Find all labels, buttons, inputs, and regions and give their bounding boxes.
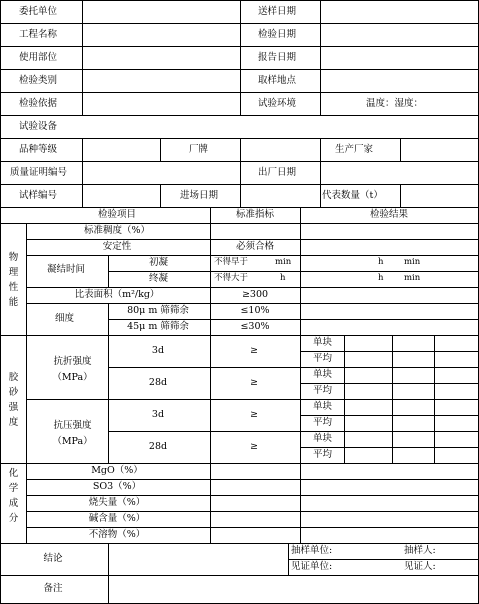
flexural-28d-single-label: 单块 <box>313 369 333 380</box>
brand-label: 厂牌 <box>189 144 209 155</box>
grid-vline <box>240 92 241 116</box>
grid-vline <box>82 69 83 93</box>
final-set-standard: 不得大于 <box>214 273 249 283</box>
col-item-header: 检验项目 <box>97 209 137 220</box>
grid-hline <box>26 287 479 288</box>
grid-vline <box>82 46 83 70</box>
specific-surface-label: 比表面积（m²/kg） <box>74 289 160 300</box>
so3-label: SO3（%） <box>92 481 142 492</box>
compressive-28d-standard: ≥ <box>250 441 258 452</box>
entry-date-label: 进场日期 <box>180 190 219 201</box>
grid-vline <box>108 335 109 464</box>
initial-result-unit-h: h <box>378 257 384 267</box>
physical-properties-label: 物理性能 <box>8 252 19 308</box>
loss-on-ignition-label: 烧失量（%） <box>88 497 146 508</box>
flexural-28d-standard: ≥ <box>250 377 258 388</box>
grid-vline <box>240 184 241 208</box>
sieve-45-label: 45μ m 筛筛余 <box>127 321 189 332</box>
grid-hline <box>26 239 479 240</box>
grid-vline <box>400 138 401 162</box>
grid-vline <box>320 161 321 185</box>
grid-hline <box>288 559 479 560</box>
grid-hline <box>108 367 479 368</box>
final-result-unit-min: min <box>404 273 421 283</box>
flexural-3d-single-label: 单块 <box>313 337 333 348</box>
grid-hline <box>300 415 479 416</box>
grid-vline <box>240 0 241 24</box>
grid-hline <box>300 447 479 448</box>
grid-hline <box>108 319 479 320</box>
compressive-3d-standard: ≥ <box>250 409 258 420</box>
grid-hline <box>26 255 479 256</box>
witness-unit-label: 见证单位: <box>291 561 333 572</box>
compressive-3d-single-label: 单块 <box>313 401 333 412</box>
inspection-date-label: 检验日期 <box>258 29 297 40</box>
initial-set-unit: min <box>275 257 292 267</box>
mortar-strength-label: 胶砂强度 <box>8 372 19 428</box>
flexural-3d-label: 3d <box>151 345 165 356</box>
grid-vline <box>240 46 241 70</box>
grid-vline <box>288 543 289 576</box>
test-equipment-label: 试验设备 <box>19 121 58 132</box>
initial-set-standard: 不得早于 <box>214 257 249 267</box>
project-name-label: 工程名称 <box>19 29 58 40</box>
grid-vline <box>300 207 301 544</box>
grid-vline <box>434 335 435 464</box>
grid-vline <box>320 46 321 70</box>
conclusion-label: 结论 <box>43 553 63 564</box>
grid-vline <box>82 138 83 162</box>
inspection-basis-label: 检验依据 <box>19 98 58 109</box>
chemical-composition-label: 化学成分 <box>8 468 19 524</box>
flexural-3d-standard: ≥ <box>250 345 258 356</box>
compressive-28d-single-label: 单块 <box>313 433 333 444</box>
sample-no-label: 试样编号 <box>19 190 58 201</box>
grid-vline <box>108 303 109 336</box>
grid-vline <box>320 0 321 24</box>
grid-vline <box>82 23 83 47</box>
grid-hline <box>0 575 479 576</box>
grid-vline <box>240 161 241 185</box>
grid-hline <box>0 543 479 544</box>
variety-grade-label: 品种等级 <box>19 144 58 155</box>
grid-hline <box>0 463 479 464</box>
flexural-3d-average-label: 平均 <box>313 353 333 364</box>
grid-vline <box>160 184 161 208</box>
final-set-label: 终凝 <box>149 273 169 284</box>
usage-location-label: 使用部位 <box>19 52 58 63</box>
grid-vline <box>160 138 161 162</box>
factory-date-label: 出厂日期 <box>258 167 297 178</box>
final-result-unit-h: h <box>378 273 384 283</box>
grid-vline <box>108 543 109 604</box>
grid-hline <box>26 527 479 528</box>
grid-hline <box>300 383 479 384</box>
grid-vline <box>320 138 321 162</box>
grid-vline <box>320 184 321 208</box>
final-set-unit: h <box>280 273 286 283</box>
mgo-label: MgO（%） <box>91 465 143 476</box>
soundness-label: 安定性 <box>102 241 132 252</box>
compressive-28d-average-label: 平均 <box>313 449 333 460</box>
grid-vline <box>344 335 345 464</box>
initial-set-label: 初凝 <box>149 257 169 268</box>
grid-vline <box>240 69 241 93</box>
manufacturer-label: 生产厂家 <box>335 144 374 155</box>
grid-vline <box>320 69 321 93</box>
grid-vline <box>108 255 109 288</box>
insoluble-label: 不溶物（%） <box>88 529 146 540</box>
col-standard-header: 标准指标 <box>235 209 275 220</box>
grid-vline <box>82 0 83 24</box>
sieve-80-label: 80μ m 筛筛余 <box>127 305 189 316</box>
sieve-45-standard: ≤30% <box>240 321 270 332</box>
grid-vline <box>26 223 27 544</box>
flexural-28d-average-label: 平均 <box>313 385 333 396</box>
flexural-28d-label: 28d <box>148 377 168 388</box>
grid-hline <box>0 335 479 336</box>
flexural-strength-label: 抗折强度（MPa） <box>52 356 93 383</box>
sample-date-label: 送样日期 <box>258 6 297 17</box>
setting-time-label: 凝结时间 <box>47 264 86 275</box>
grid-hline <box>0 223 479 224</box>
grid-vline <box>320 23 321 47</box>
remarks-label: 备注 <box>43 583 63 594</box>
grid-vline <box>210 207 211 544</box>
grid-vline <box>82 184 83 208</box>
quality-cert-label: 质量证明编号 <box>10 167 68 178</box>
compressive-strength-label: 抗压强度（MPa） <box>52 420 93 447</box>
grid-hline <box>26 495 479 496</box>
fineness-label: 细度 <box>55 313 75 324</box>
grid-hline <box>26 399 479 400</box>
grid-vline <box>0 0 1 604</box>
witness-label: 见证人: <box>404 561 436 572</box>
grid-hline <box>26 303 479 304</box>
grid-hline <box>26 479 479 480</box>
grid-vline <box>82 161 83 185</box>
temp-humidity-label: 温度：湿度： <box>366 98 424 109</box>
sieve-80-standard: ≤10% <box>240 305 270 316</box>
client-unit-label: 委托单位 <box>19 6 58 17</box>
inspection-category-label: 检验类别 <box>19 75 58 86</box>
grid-hline <box>108 271 479 272</box>
grid-vline <box>240 138 241 162</box>
alkali-content-label: 碱含量（%） <box>88 513 146 524</box>
grid-vline <box>240 23 241 47</box>
soundness-standard: 必须合格 <box>235 241 275 252</box>
grid-vline <box>392 335 393 464</box>
test-environment-label: 试验环境 <box>258 98 297 109</box>
grid-vline <box>320 92 321 116</box>
report-date-label: 报告日期 <box>258 52 297 63</box>
sampler-label: 抽样人: <box>404 545 436 556</box>
grid-hline <box>300 351 479 352</box>
sampling-unit-label: 抽样单位: <box>291 545 333 556</box>
col-result-header: 检验结果 <box>369 209 409 220</box>
compressive-3d-label: 3d <box>151 409 165 420</box>
grid-hline <box>26 511 479 512</box>
compressive-28d-label: 28d <box>148 441 168 452</box>
specific-surface-standard: ≥300 <box>241 289 269 300</box>
grid-vline <box>400 184 401 208</box>
grid-vline <box>82 92 83 116</box>
consistency-label: 标准稠度（%） <box>83 225 151 236</box>
representative-qty-label: 代表数量（t） <box>322 190 383 201</box>
grid-hline <box>108 431 479 432</box>
sampling-location-label: 取样地点 <box>258 75 297 86</box>
compressive-3d-average-label: 平均 <box>313 417 333 428</box>
initial-result-unit-min: min <box>404 257 421 267</box>
